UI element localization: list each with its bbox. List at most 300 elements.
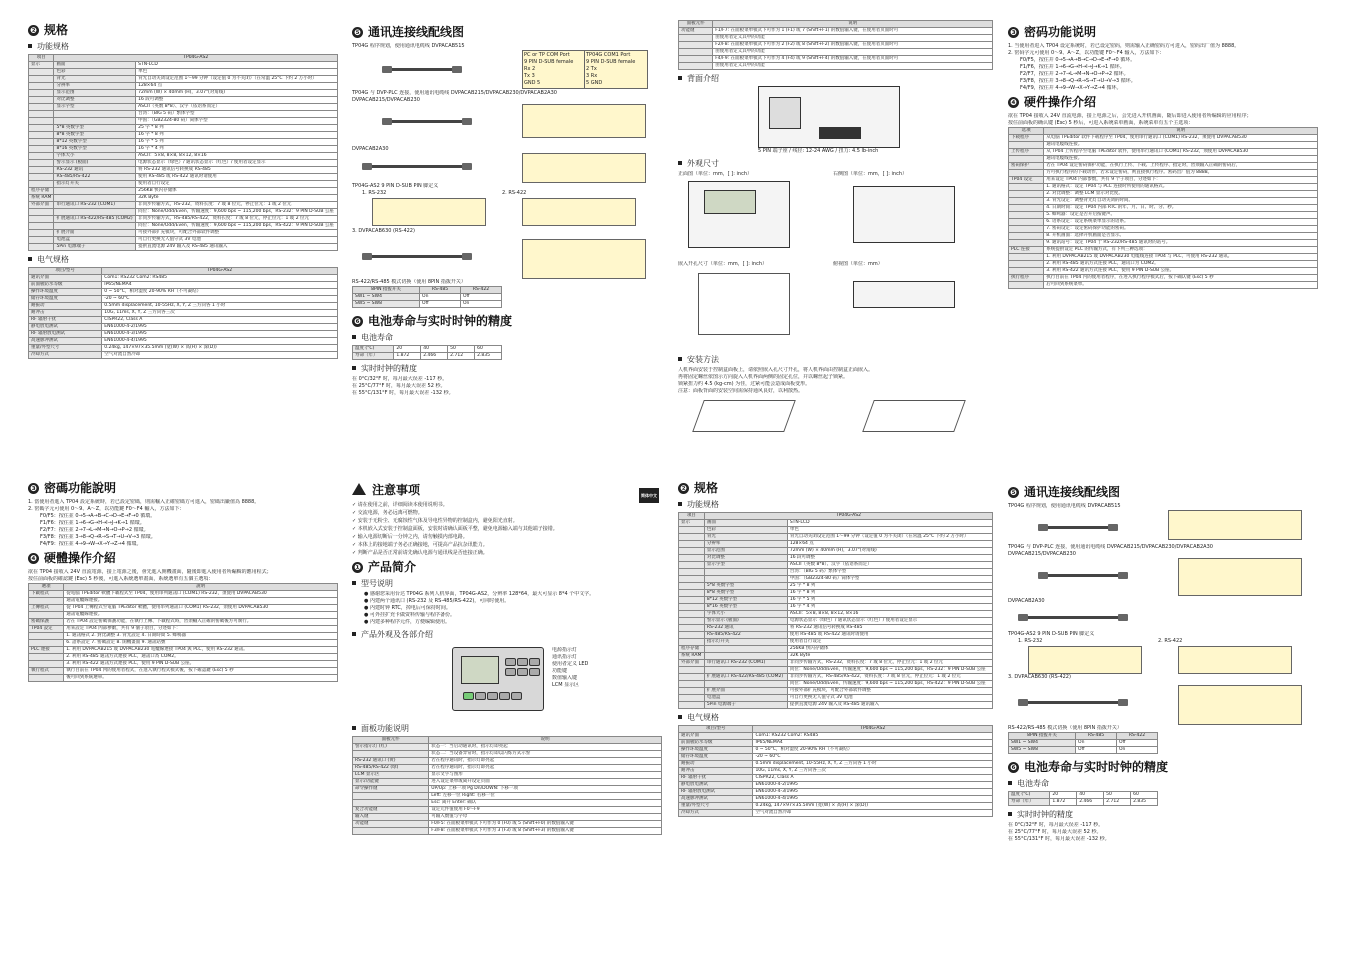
note-item	[352, 541, 662, 549]
table-row	[29, 125, 338, 132]
table-cell	[679, 548, 705, 555]
plug-left	[1018, 699, 1028, 706]
table-cell: 使用者自行设定	[136, 181, 338, 188]
table-cell: 若在 TP04 設定密碼保護功能，在執行上傳、下載程式時，皆須輸入正確的密碼後方可執行。	[64, 619, 338, 626]
lcd-area	[704, 190, 756, 214]
q4-password	[1008, 22, 1318, 462]
plug-left	[362, 163, 372, 170]
part-label: 数值输入键	[552, 675, 578, 681]
pinout-line: 2 Tx	[586, 66, 597, 72]
table-cell: 40	[1077, 792, 1104, 799]
table-cell: 进入设定菜单或离开设定页面	[429, 779, 662, 786]
table-row	[29, 345, 338, 352]
table-cell: RF 辐射干扰	[679, 775, 753, 782]
spec-heading: ❷ 规格	[678, 481, 993, 496]
keys-heading: 面板功能说明	[352, 723, 662, 734]
table-cell: 16 字 * 4 列	[136, 146, 338, 153]
table-header-cell: TP04G-AS2	[54, 55, 338, 62]
table-cell: 3. 利用 RS-422 通讯方式连接 PLC，使用 9 PIN D-SUB 公座。	[1044, 268, 1318, 275]
table-header-cell: RS-422	[1117, 733, 1158, 740]
table-cell: ASCII：5×8, 8×8, 8×12, 8×16	[787, 611, 992, 618]
table-cell: 用来设定 TP04 内部参数，共有 9 个子项目，分述如下：	[1044, 177, 1318, 184]
table-row	[679, 674, 993, 681]
table-cell: 高速脉冲测试	[29, 338, 102, 345]
table-cell: 背光	[704, 534, 787, 541]
pin-label-630: 3. DVPACAB630 (RS-422)	[352, 228, 415, 234]
cable-diagram-3	[352, 153, 662, 183]
pin-box-rs422	[522, 198, 636, 226]
table-row	[29, 104, 338, 111]
password-key-row: F1/F6：按住並 1→6→G→H→I→J→K→1 循環。	[40, 520, 145, 526]
q7-spec	[678, 478, 993, 918]
table-cell	[679, 702, 705, 709]
part-label: 功能键	[552, 668, 568, 674]
table-cell	[29, 174, 54, 181]
pin-labels	[352, 190, 662, 198]
table-cell: 中国：（GB2324-80 码）简体字型	[787, 576, 992, 583]
table-cell	[1009, 191, 1044, 198]
cable-line	[1048, 574, 1118, 577]
table-row	[29, 289, 338, 296]
table-header-row	[29, 55, 338, 62]
pinout-line: 3 Rx	[586, 73, 598, 79]
pinout-line: Rx 2	[524, 66, 536, 72]
table-cell: 警示显示 (板面)	[54, 160, 136, 167]
table-row	[679, 639, 993, 646]
table-cell: 下载程序	[1009, 135, 1044, 142]
elec-spec-table	[678, 725, 993, 817]
table-cell: 16 字 * 4 列	[787, 604, 992, 611]
table-cell: 耐振动	[679, 761, 753, 768]
bullet-icon: ●	[364, 612, 370, 618]
table-cell: 25 字 * 8 列	[136, 125, 338, 132]
table-cell: 重量/外型尺寸	[29, 345, 102, 352]
func-key-table	[678, 20, 993, 70]
table-header-row	[353, 287, 502, 294]
product-front	[452, 647, 544, 711]
dim-cutout-drawing	[698, 273, 790, 335]
part-label: 使用者定义 LED	[552, 661, 589, 667]
table-cell: 非同步传输方式，RS-485/RS-422，资料长度：7 或 8 位元，停止位元：1 或 2 位元	[787, 674, 992, 681]
intro-line: 1. 當使用者進入 TP04 設定系統時，若已設定密碼，則需輸入正確密碼方可進入，密碼出廠值為 8888。	[28, 499, 260, 505]
table-cell: 状态一：当启动通讯时，指示灯即亮起	[429, 744, 662, 751]
password-intro	[1008, 43, 1318, 57]
table-row	[1009, 198, 1318, 205]
table-cell: 通訊電纜線連接。	[64, 612, 338, 619]
pinout-box-5	[522, 239, 646, 279]
table-row	[679, 747, 993, 754]
notes-list	[352, 501, 662, 557]
table-cell	[29, 104, 54, 111]
table-row	[679, 782, 993, 789]
table-cell: 256KB 快闪存储体	[136, 188, 338, 195]
table-cell: RF 辐射放电测试	[29, 331, 102, 338]
table-cell: F1/F7: 在面板菜单模式下可作为 1 (F1) 或 7 (Shift+F1) 的数值输入键，在使用者页面时可	[713, 28, 993, 35]
table-cell: 8*12 英数字型	[54, 139, 136, 146]
table-cell: 中国：（GB2324-80 码）简体字型	[136, 118, 338, 125]
cable-diagram-2	[1008, 558, 1318, 598]
table-row	[353, 828, 662, 835]
table-cell: CISPR22, Class A	[102, 317, 338, 324]
install-line: 人机界面安装于控制盒面板上，请依照嵌入孔尺寸开孔，将人机界面由控制盒正面嵌入。	[678, 367, 874, 373]
table-cell: ASCII（英数 8*8）、汉字（依语系而定）	[136, 104, 338, 111]
table-cell	[29, 633, 64, 640]
battery-life-heading: 电池寿命	[352, 332, 662, 343]
table-cell: 画面	[704, 520, 787, 527]
part-labels	[552, 647, 588, 689]
table-cell: 从电脑 TPEditor 软件下载程序至 TP04，使用串行通讯口 (COM1) RS-232，须使用 DVPACAB530	[1044, 135, 1318, 142]
pinout-box	[1178, 685, 1302, 725]
cable-diagram-4	[352, 235, 662, 279]
model-text: 感谢您采用台达 TP04G 系列人机界面，TP04G-AS2，分辨率 128*64，最大可显示 8*4 个中文字。	[369, 591, 595, 597]
table-cell: 字体大小	[54, 153, 136, 160]
table-cell	[679, 632, 705, 639]
table-cell: 執行程式	[29, 668, 64, 675]
model-item	[364, 619, 662, 626]
table-cell	[1009, 254, 1044, 261]
table-row	[679, 28, 993, 35]
pin-label-630: 3. DVPACAB630 (RS-422)	[1008, 674, 1071, 680]
func-spec-table	[28, 54, 338, 251]
bullet-icon: ●	[364, 591, 370, 597]
table-cell: 耐冲击	[29, 310, 102, 317]
cable-line	[372, 165, 462, 168]
table-cell: 可接外部扩充模块，可配合外部软件调整	[787, 688, 992, 695]
table-row	[679, 740, 993, 747]
table-header-cell: TP04G-AS2	[102, 268, 338, 275]
table-header-cell: 项目/型号	[679, 726, 753, 733]
model-item	[364, 605, 662, 612]
plug-left	[382, 118, 392, 125]
table-header-row	[1009, 128, 1318, 135]
table-row	[679, 42, 993, 49]
table-cell: 若在程序通讯时，指示灯即亮起	[429, 765, 662, 772]
table-cell: F4/F9: 在面板菜单模式下可作为 4 (F4) 或 9 (Shift+F4) 的数值输入键，在使用者页面时可	[713, 56, 993, 63]
table-cell	[29, 69, 54, 76]
cable-line	[372, 255, 462, 258]
back-caption: 5 PIN 端子座 / 线径: 12-24 AWG / 扭力: 4.5 lb-inch	[758, 148, 879, 154]
table-cell: 串行通讯口 RS-232 (COM1)	[704, 660, 787, 667]
table-cell: EN61000-4-4/1995	[102, 338, 338, 345]
note-text: 交流电源，务必远离可燃物。	[357, 510, 423, 516]
table-cell: 静电放电测试	[679, 782, 753, 789]
hardware-table	[28, 583, 338, 682]
plug-right	[1118, 614, 1128, 621]
table-row	[1009, 261, 1318, 268]
pinout-box	[1168, 510, 1302, 540]
pinout-line: GND 5	[524, 80, 541, 86]
keypad-key	[463, 692, 474, 700]
part-label: 电源指示灯	[552, 647, 578, 653]
pin-bullet: TP04G-AS2 9 PIN D-SUB PIN 脚定义	[352, 183, 439, 189]
cable-diagram-1	[352, 50, 662, 90]
install-line: 注意：面板背面的安装空间需保持通风良好，以利散热。	[678, 388, 804, 394]
part-label: 通讯指示灯	[552, 654, 578, 660]
table-cell	[1009, 233, 1044, 240]
table-row	[679, 49, 993, 56]
table-cell: 用來設定 TP04 內部參數，共有 9 個子項目，分述如下：	[64, 626, 338, 633]
dim-bottom-figures	[678, 261, 993, 351]
table-row	[1009, 170, 1318, 177]
plug-left	[362, 253, 372, 260]
model-list	[364, 591, 662, 626]
table-cell: Off	[461, 294, 502, 301]
table-cell	[29, 181, 54, 188]
table-row	[29, 167, 338, 174]
table-cell: 显示	[679, 520, 705, 527]
table-cell: 5*8 英数字型	[54, 125, 136, 132]
table-cell: 警示指示灯 (红)	[353, 744, 429, 751]
pin-box-rs422	[1178, 646, 1292, 674]
table-cell: 耐振动	[29, 303, 102, 310]
table-cell	[29, 244, 54, 251]
table-row	[29, 69, 338, 76]
rtc-heading: 实时时钟的精度	[352, 363, 662, 374]
battery-life-heading: 电池寿命	[1008, 778, 1318, 789]
table-row	[1009, 254, 1318, 261]
table-cell: TP04 设定	[1009, 177, 1044, 184]
table-row	[29, 352, 338, 359]
note-text: 判断产品是否正常前请先确认电源与通讯线是否连接正确。	[357, 550, 488, 556]
table-cell: 色彩	[704, 527, 787, 534]
table-cell	[679, 688, 705, 695]
table-row	[29, 331, 338, 338]
table-cell: EN61000-4-2/1995	[753, 782, 993, 789]
keypad-key	[529, 658, 540, 666]
table-cell	[679, 569, 705, 576]
table-cell: 0 ~ 50°C，相对湿度 20-90% RH（不可凝结）	[753, 747, 993, 754]
table-cell	[1009, 205, 1044, 212]
terminal-block	[819, 127, 861, 139]
table-cell: 执行程序	[1009, 275, 1044, 282]
pinout-box-4	[522, 153, 646, 183]
q8-comm	[1008, 482, 1318, 922]
table-cell: 16 字 * 8 列	[136, 132, 338, 139]
table-row	[1009, 275, 1318, 282]
pin-label-rs422: 2. RS-422	[502, 190, 527, 196]
table-cell: Off	[420, 301, 461, 308]
table-cell: 操作环境温度	[29, 289, 102, 296]
table-cell	[54, 188, 136, 195]
table-cell: 扩展通讯口 RS-422/RS-485 (COM2)	[54, 216, 136, 223]
table-cell	[54, 111, 136, 118]
table-cell: Off	[1117, 740, 1158, 747]
table-cell	[29, 132, 54, 139]
table-cell: Com1: RS232 Com2: RS485	[102, 275, 338, 282]
table-header-row	[679, 21, 993, 28]
table-cell: 复合功能键	[353, 807, 429, 814]
back-view-figure	[758, 86, 900, 148]
table-row	[679, 667, 993, 674]
table-cell: RF 辐射干扰	[29, 317, 102, 324]
table-cell: 色彩	[54, 69, 136, 76]
lcd-display	[461, 656, 499, 684]
table-cell: 使用 RS-485 或 RS-422 通讯时请使用	[787, 632, 992, 639]
table-cell: 128×64 点	[136, 83, 338, 90]
notes-heading: 注意事项 简体中文	[352, 483, 662, 498]
table-row	[353, 807, 662, 814]
intro-heading: ❶ 产品简介	[352, 560, 662, 575]
table-cell	[1009, 142, 1044, 149]
table-cell	[29, 153, 54, 160]
password-key-row: F1/F6，按住并 1→6→G→H→I→J→K→1 循环。	[1020, 64, 1125, 70]
table-row	[1009, 799, 1158, 806]
table-cell: SW5 ~ SW8	[353, 301, 420, 308]
table-cell: 5Pin 电源端子	[54, 244, 136, 251]
table-row	[353, 751, 662, 758]
hardware-intro	[1008, 113, 1318, 127]
elec-spec-heading: 电气规格	[678, 712, 993, 723]
table-cell	[679, 49, 713, 56]
table-row	[679, 597, 993, 604]
plug-right	[462, 253, 472, 260]
table-cell: IP65/NEMA4	[753, 740, 993, 747]
note-item	[352, 533, 662, 541]
pin-box-rs232	[372, 198, 486, 226]
table-cell: 扩展通讯口 RS-422/RS-485 (COM2)	[704, 674, 787, 681]
table-row	[679, 63, 993, 70]
table-cell: Off	[1076, 747, 1117, 754]
note-item	[352, 501, 662, 509]
table-cell: UP/Up: 上移一项 Pg Dn/DOWN: 下移一项	[429, 786, 662, 793]
table-cell	[679, 42, 713, 49]
pin-boxes	[352, 198, 662, 228]
table-row	[29, 244, 338, 251]
table-cell	[29, 209, 54, 216]
table-cell: 显示	[29, 62, 54, 69]
table-cell: 前面板防水等级	[29, 282, 102, 289]
table-cell: 32K Byte	[136, 195, 338, 202]
table-cell: 上传程序	[1009, 149, 1044, 156]
pin-labels	[1008, 638, 1318, 646]
password-heading: ❸ 密码功能说明	[1008, 25, 1318, 40]
table-cell	[679, 534, 705, 541]
table-row	[679, 527, 993, 534]
table-cell: On	[1117, 747, 1158, 754]
table-cell: IP65/NEMA4	[102, 282, 338, 289]
table-row	[679, 733, 993, 740]
check-icon: ✓	[352, 542, 358, 548]
table-cell	[679, 674, 705, 681]
product-figure	[352, 642, 662, 720]
table-cell: 從電腦 TPEditor 軟體下載程式至 TP04，使用串列通訊口 (COM1) RS-232，須使用 DVPACAB530	[64, 591, 338, 598]
table-cell: 台湾：（BIG 5 码）繁体字型	[136, 111, 338, 118]
table-row	[353, 346, 502, 353]
table-cell: 0.24kg, 147×97×35.5mm (宽(W) × 高(H) × 深(D))	[102, 345, 338, 352]
table-cell: 5Pin 电源端子	[704, 702, 787, 709]
table-cell: 5. 蜂鸣器：设定是否开启按键声。	[1044, 212, 1318, 219]
table-cell: 由使用者定义其中的功能	[713, 63, 993, 70]
note-text: 安装于无粉尘、无腐蚀性气体及导电性异物的控制盒内，避免阳光直射。	[357, 518, 518, 524]
table-cell: 静电放电测试	[29, 324, 102, 331]
elec-spec-table	[28, 267, 338, 359]
table-header-cell: 说明	[1044, 128, 1318, 135]
table-header-cell: RS-422	[461, 287, 502, 294]
table-row	[679, 803, 993, 810]
table-cell: 提供直流电源 24V 输入及 RS-485 通讯输入	[787, 702, 992, 709]
table-row	[1009, 240, 1318, 247]
table-cell: 通讯电缆线连接。	[1044, 142, 1318, 149]
install-line: 锁紧扭力约 4.5 (kg-cm) 为佳，过紧可能会造成面板变形。	[678, 381, 811, 387]
rtc-item: 在 25°C/77°F 时，每月最大误差 52 秒。	[1008, 829, 1102, 835]
table-cell	[29, 654, 64, 661]
table-cell: 后可回到系统菜单。	[1044, 282, 1318, 289]
table-cell: 系统提供设定 PLC 的传输方式，有下列三种选项：	[1044, 247, 1318, 254]
table-row	[1009, 177, 1318, 184]
table-cell	[679, 667, 705, 674]
table-row	[353, 814, 662, 821]
table-cell: 3. 背光设定：调整背光灯自动关闭的时间。	[1044, 198, 1318, 205]
table-cell	[29, 612, 64, 619]
q2-comm	[352, 22, 662, 462]
parts-heading: 产品外观及各部介绍	[352, 629, 662, 640]
table-row	[1009, 135, 1318, 142]
table-cell: 分辨率	[704, 541, 787, 548]
cable-line	[1048, 526, 1108, 529]
table-cell: 方可执行程序的下载动作，若未设定密码，则直接执行程序。密码出厂值为 8888。	[1044, 170, 1318, 177]
table-header-cell: 项目	[679, 513, 705, 520]
table-row	[29, 275, 338, 282]
table-cell: -20 ~ 60°C	[753, 754, 993, 761]
table-row	[353, 800, 662, 807]
hardware-table	[1008, 127, 1318, 289]
hardware-intro	[28, 569, 338, 583]
table-cell: RS-232 通讯	[54, 167, 136, 174]
dim-side-drawing	[853, 186, 955, 243]
intro-line: 2. 密码字元可使用 0～9、A～Z，以功能键 F0～F4 输入，方法如下：	[1008, 50, 1165, 56]
table-cell: 1.872	[1050, 799, 1077, 806]
table-row	[29, 598, 338, 605]
cable-line	[1028, 701, 1118, 704]
cable-diagram-4	[1008, 681, 1318, 725]
table-cell	[353, 751, 429, 758]
table-cell: 若在 TP04 设定密码保护功能，在执行上传、下载、上传程序、指定时，皆须输入正确的密码后，	[1044, 163, 1318, 170]
table-cell: 字体大小	[704, 611, 787, 618]
table-row	[29, 338, 338, 345]
table-cell: 10G, 11ms, X, Y, Z 三方向各三次	[753, 768, 993, 775]
pinout-box-3	[522, 104, 646, 138]
table-cell	[29, 76, 54, 83]
table-row	[679, 761, 993, 768]
table-cell	[679, 583, 705, 590]
table-cell: F3/F8: 在面板菜单模式下可作为 3 (F3) 或 8 (Shift+F3) 的数值输入键	[429, 828, 662, 835]
part-label: LCM 显示区	[552, 682, 580, 688]
table-row	[29, 202, 338, 209]
table-cell: 0 ~ 50°C，相对湿度 20-90% RH（不可凝结）	[102, 289, 338, 296]
table-cell: 通讯电缆线连接。	[1044, 156, 1318, 163]
table-cell: 2. 对比调整：调整 LCM 显示对比度。	[1044, 191, 1318, 198]
table-row	[29, 76, 338, 83]
table-row	[29, 188, 338, 195]
table-row	[29, 160, 338, 167]
table-row	[1009, 233, 1318, 240]
table-cell: 128×64 点	[787, 541, 992, 548]
battery-heading: ❻ 电池寿命与实时时钟的精度	[1008, 760, 1318, 775]
table-cell: 从 TP04 上传程序至电脑 TPEditor 软件，使用串行通讯口 (COM1) RS-232，须使用 DVPACAB530	[1044, 149, 1318, 156]
table-cell: 2.466	[421, 353, 448, 360]
table-cell	[1009, 184, 1044, 191]
table-row	[29, 153, 338, 160]
table-cell: 扩展介面	[704, 688, 787, 695]
table-cell: PLC 連接	[29, 647, 64, 654]
pinout-line: Tx 3	[524, 73, 535, 79]
table-row	[353, 758, 662, 765]
plug-right	[1118, 699, 1128, 706]
dip-table	[1008, 732, 1158, 754]
table-cell: 若在程序通讯时，指示灯即亮起	[429, 758, 662, 765]
table-cell: 16 字 * 5 列	[787, 597, 992, 604]
table-cell: 显示/功能键	[353, 779, 429, 786]
